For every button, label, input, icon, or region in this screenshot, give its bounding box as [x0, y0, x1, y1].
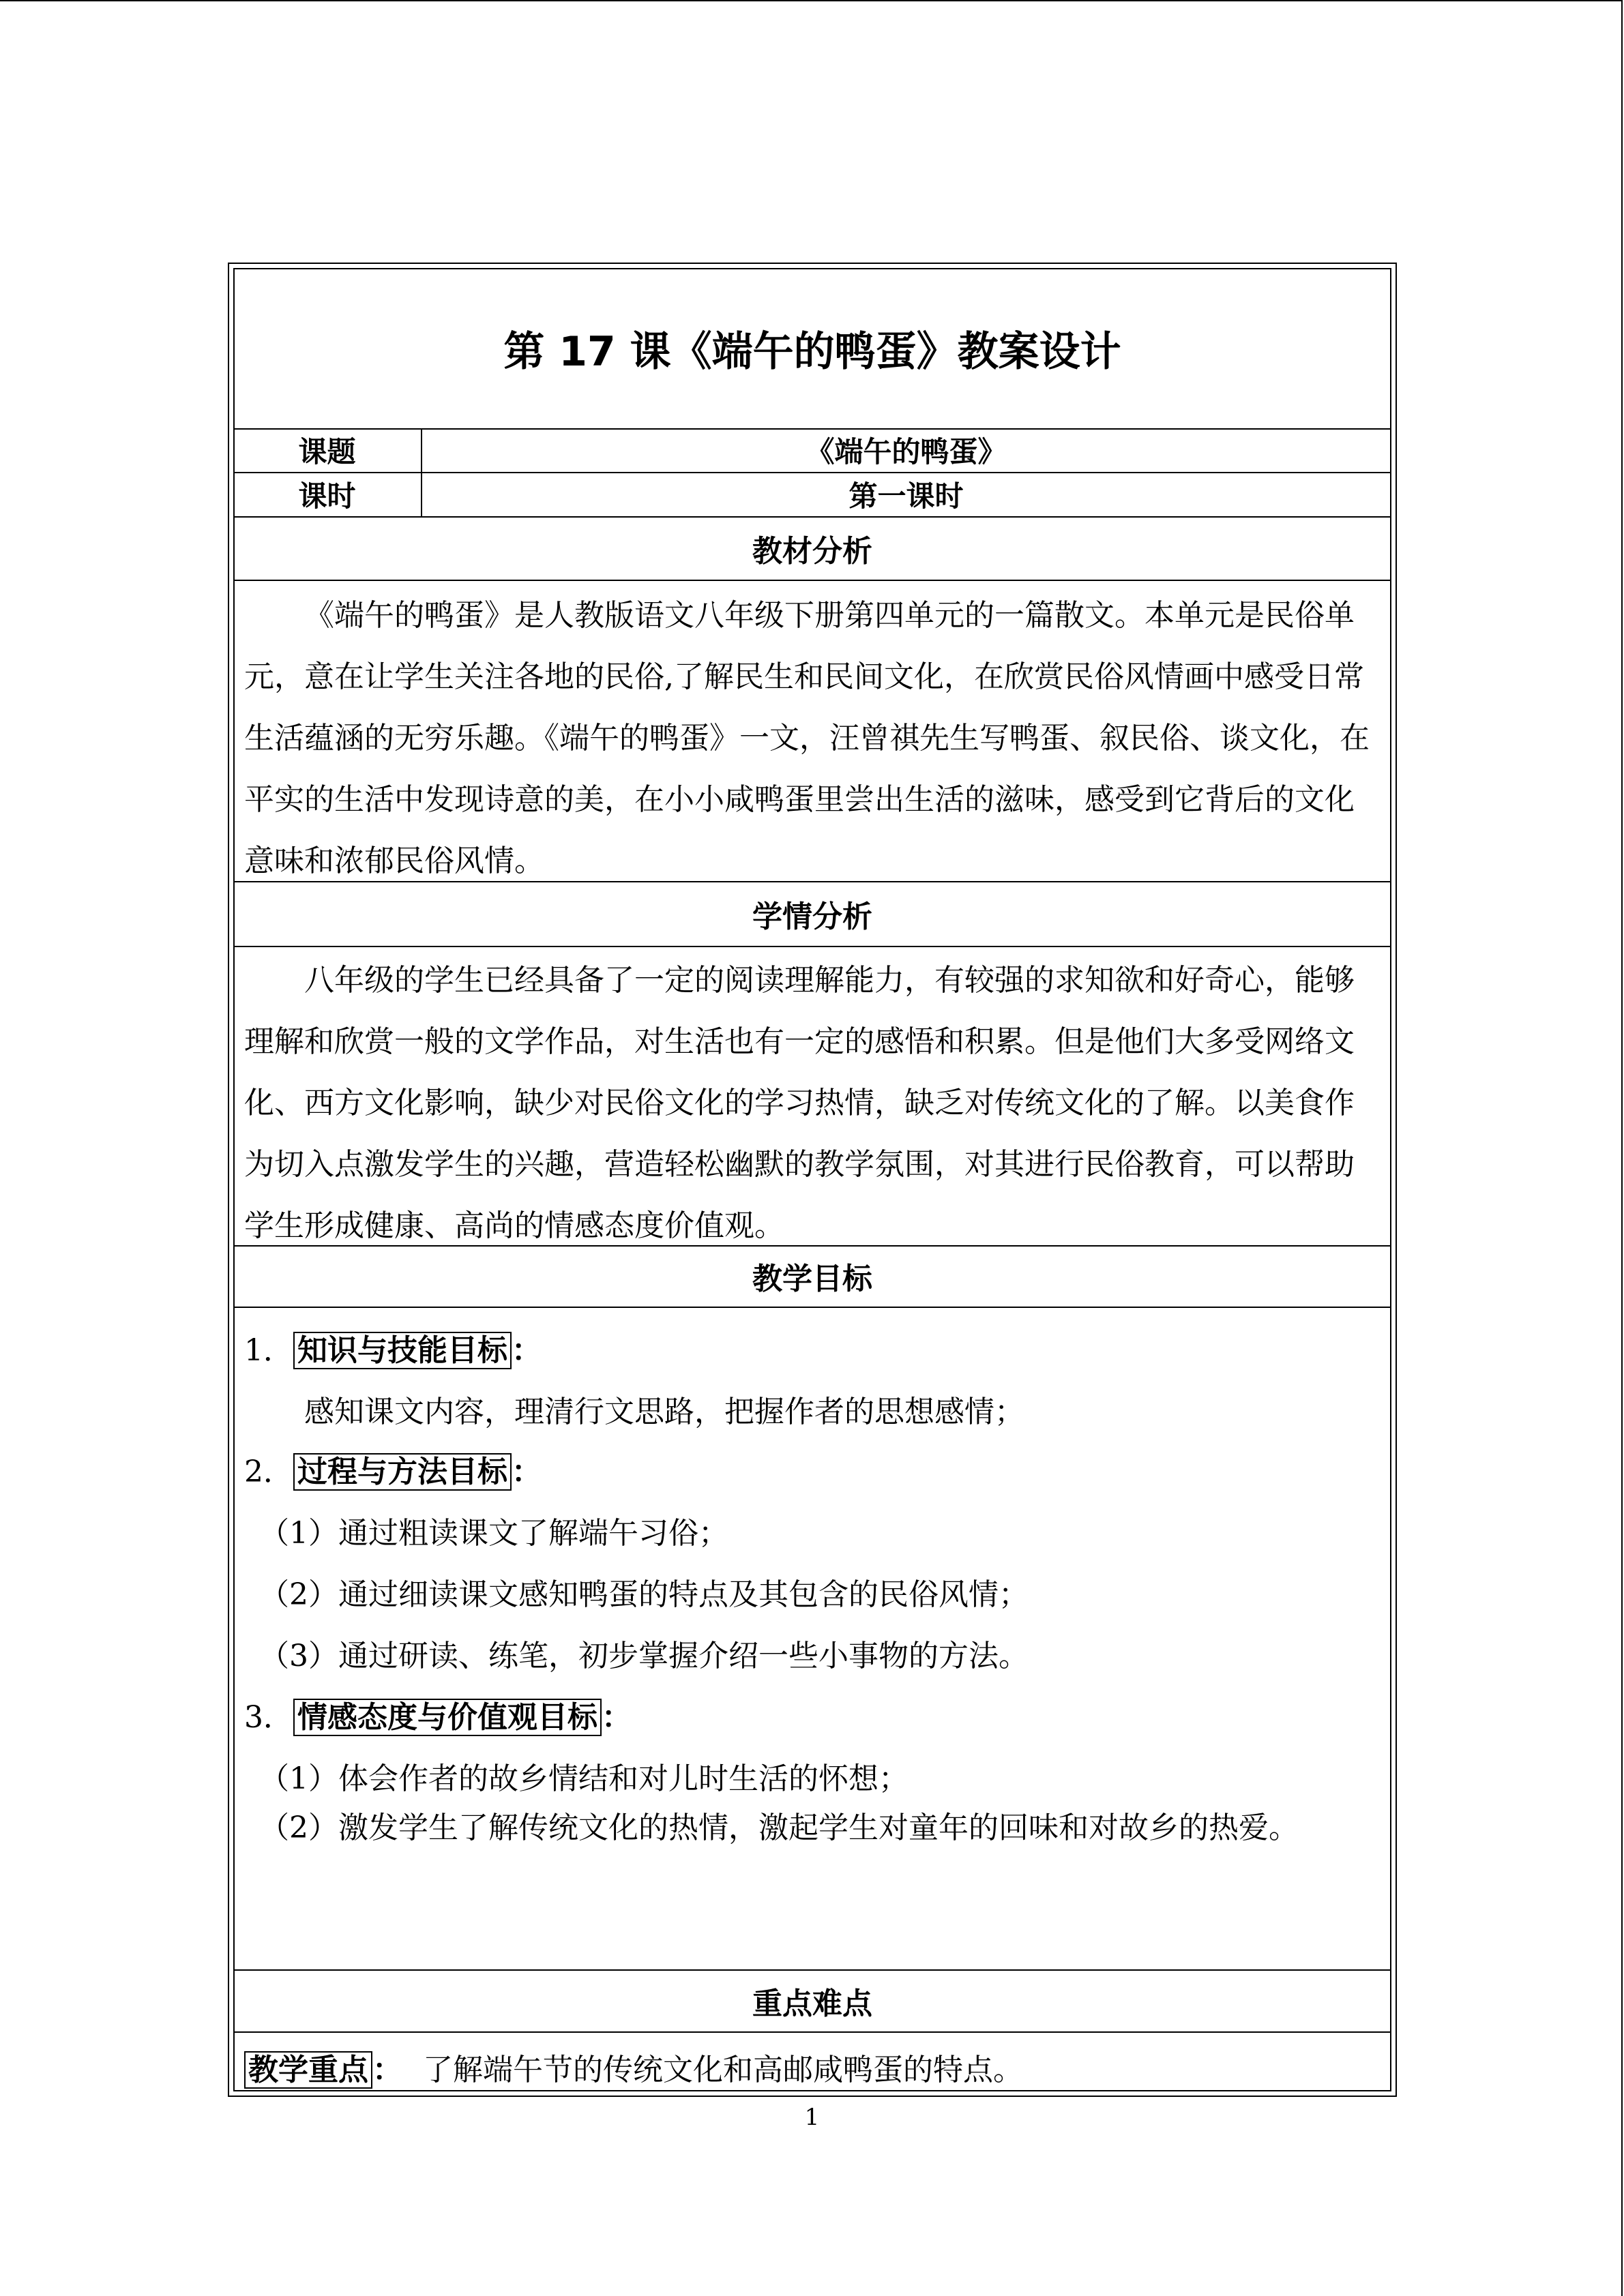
page-title: 第 17 课《端午的鸭蛋》教案设计: [503, 327, 1121, 376]
textbook-analysis-text: [244, 585, 1383, 892]
goal-2-item: （1）通过粗读课文了解端午习俗；: [259, 1516, 728, 1551]
student-analysis-text: [244, 950, 1383, 1257]
goal-1-label: 知识与技能目标: [293, 1332, 512, 1369]
goal-2-title: 2． 过程与方法目标 ：: [244, 1455, 542, 1489]
student-analysis-paragraph: 八年级的学生已经具备了一定的阅读理解能力，有较强的求知欲和好奇心，能够理解和欣赏一般的文学作品，对生活也有一定的感悟和积累。但是他们大多受网络文化、西方文化影响，缺少对民俗文化的学习热情，缺乏对传统文化的了解。以美食作为切入点激发学生的兴趣，营造轻松幽默的教学氛围，对其进行民俗教育，可以帮助学生形成健康、高尚的情感态度价值观。: [244, 963, 1355, 1243]
goal-2-label: 过程与方法目标: [293, 1453, 512, 1491]
teaching-focus-text: 了解端午节的传统文化和高邮咸鸭蛋的特点。: [423, 2053, 1023, 2087]
goal-1-item: 感知课文内容，理清行文思路，把握作者的思想感情；: [304, 1395, 1024, 1429]
textbook-analysis-paragraph: 《端午的鸭蛋》是人教版语文八年级下册第四单元的一篇散文。本单元是民俗单元，意在让学生关注各地的民俗,了解民生和民间文化，在欣赏民俗风情画中感受日常生活蕴涵的无穷乐趣。《端午的鸭蛋》一文，汪曾祺先生写鸭蛋、叙民俗、谈文化，在平实的生活中发现诗意的美，在小小咸鸭蛋里尝出生活的滋味，感受到它背后的文化意味和浓郁民俗风情。: [244, 598, 1370, 878]
topic-label: 课题: [298, 435, 356, 468]
period-value: 第一课时: [848, 479, 964, 513]
student-analysis-heading: 学情分析: [752, 899, 872, 934]
goal-3-item: （2）激发学生了解传统文化的热情，激起学生对童年的回味和对故乡的热爱。: [259, 1810, 1299, 1845]
rule-goals-head: [233, 1307, 1391, 1308]
goal-3-title: 3． 情感态度与价值观目标 ：: [244, 1700, 632, 1735]
rule-textbook-head: [233, 580, 1391, 581]
goal-2-item: （3）通过研读、练笔，初步掌握介绍一些小事物的方法。: [259, 1639, 1029, 1673]
goal-3-item: （1）体会作者的故乡情结和对儿时生活的怀想；: [259, 1761, 909, 1796]
rule-student-head: [233, 946, 1391, 947]
teaching-focus: 教学重点 ： 了解端午节的传统文化和高邮咸鸭蛋的特点。: [244, 2045, 1023, 2089]
topic-value: 《端午的鸭蛋》: [806, 435, 1007, 468]
textbook-analysis-heading: 教材分析: [752, 533, 872, 569]
goal-2-item: （2）通过细读课文感知鸭蛋的特点及其包含的民俗风情；: [259, 1577, 1029, 1612]
teaching-focus-label: 教学重点: [244, 2051, 372, 2089]
period-label: 课时: [298, 479, 356, 513]
key-points-heading: 重点难点: [752, 1986, 872, 2021]
teaching-goals-heading: 教学目标: [752, 1262, 872, 1296]
goal-3-label: 情感态度与价值观目标: [293, 1699, 602, 1736]
rule-key-head: [233, 2031, 1391, 2033]
page-number: 1: [804, 2104, 820, 2131]
goal-1-title: 1． 知识与技能目标 ：: [244, 1333, 542, 1368]
